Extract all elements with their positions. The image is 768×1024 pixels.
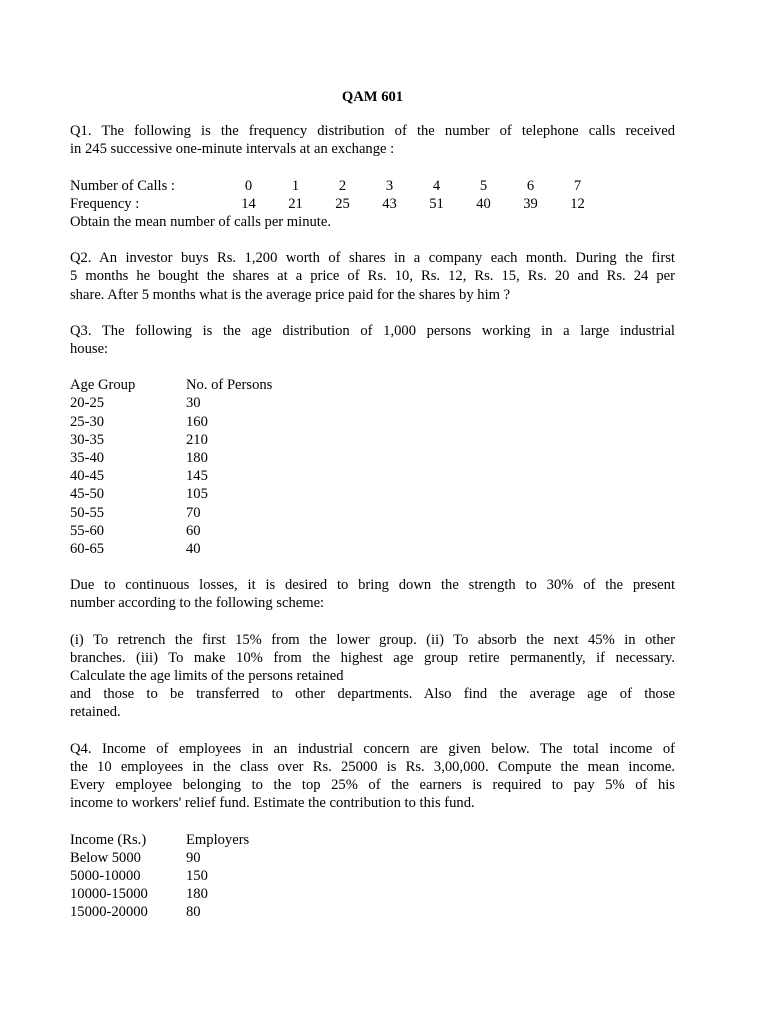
age-group-cell: 30-35 [70,431,105,448]
table-row [70,504,272,522]
frequency-value: 39 [523,195,538,212]
q1-line: in 245 successive one-minute intervals at an exchange : [70,141,395,158]
table-row [70,903,249,921]
table-header-row [70,831,249,849]
income-table [70,831,249,922]
calls-value: 7 [573,177,582,194]
q3-steps-line: (i) To retrench the first 15% from the lower group. (ii) To absorb the next 45% in other [70,631,675,648]
frequency-value: 14 [241,195,256,212]
persons-cell: 105 [186,486,208,503]
column-header: Age Group [70,377,136,394]
persons-cell: 30 [186,395,201,412]
table-row [70,467,272,485]
q4-line: income to workers' relief fund. Estimate the contribution to this fund. [70,795,475,812]
income-cell: 10000-15000 [70,886,148,903]
employers-cell: 150 [186,867,208,884]
q4-line: Every employee belonging to the top 25% of the earners is required to pay 5% of his [70,777,675,794]
table-row [70,413,272,431]
income-cell: 15000-20000 [70,904,148,921]
persons-cell: 160 [186,413,208,430]
persons-cell: 180 [186,450,208,467]
document-page [70,88,675,922]
employers-cell: 80 [186,904,201,921]
calls-row [70,177,601,195]
column-header: Employers [186,831,250,848]
table-row [70,394,272,412]
q3-line: Q3. The following is the age distribution of 1,000 persons working in a large industrial [70,322,675,339]
persons-cell: 60 [186,522,201,539]
q2-paragraph [70,249,675,304]
frequency-label: Frequency : [70,195,140,212]
frequency-row [70,195,601,213]
age-group-cell: 35-40 [70,450,105,467]
table-row [70,849,249,867]
column-header: Income (Rs.) [70,831,147,848]
table-row [70,522,272,540]
page-title: QAM 601 [341,89,404,105]
q3-steps-paragraph [70,631,675,722]
employers-cell: 180 [186,886,208,903]
age-group-cell: 45-50 [70,486,105,503]
age-group-cell: 50-55 [70,504,105,521]
q3-scheme-line: Due to continuous losses, it is desired to bring down the strength to 30% of the present [70,577,675,594]
income-cell: 5000-10000 [70,867,141,884]
q3-steps-line: and those to be transferred to other departments. Also find the average age of those [70,686,675,703]
q2-line: Q2. An investor buys Rs. 1,200 worth of shares in a company each month. During the first [70,250,675,267]
column-header: No. of Persons [186,377,273,394]
age-group-cell: 25-30 [70,413,105,430]
q1-paragraph [70,122,675,158]
calls-value: 4 [432,177,441,194]
q4-line: Q4. Income of employees in an industrial concern are given below. The total income of [70,740,675,757]
q3-steps-line: Calculate the age limits of the persons retained [70,668,344,685]
q3-line: house: [70,341,109,358]
calls-value: 6 [526,177,535,194]
calls-value: 0 [244,177,253,194]
persons-cell: 70 [186,504,201,521]
calls-value: 1 [291,177,300,194]
income-cell: Below 5000 [70,849,141,866]
calls-value: 3 [385,177,394,194]
frequency-value: 12 [570,195,585,212]
calls-value: 5 [479,177,488,194]
persons-cell: 210 [186,431,208,448]
persons-cell: 40 [186,541,201,558]
table-row [70,867,249,885]
table-row [70,485,272,503]
employers-cell: 90 [186,849,201,866]
age-group-cell: 20-25 [70,395,105,412]
q2-line: share. After 5 months what is the average price paid for the shares by him ? [70,286,511,303]
q1-question: Obtain the mean number of calls per minute. [70,214,331,231]
table-row [70,431,272,449]
table-row [70,885,249,903]
q4-line: the 10 employees in the class over Rs. 25000 is Rs. 3,00,000. Compute the mean income. [70,758,675,775]
frequency-value: 51 [429,195,444,212]
calls-label: Number of Calls : [70,177,175,194]
frequency-value: 25 [335,195,350,212]
q3-scheme-paragraph [70,576,675,612]
age-distribution-table [70,376,272,558]
frequency-value: 43 [382,195,397,212]
q4-paragraph [70,740,675,813]
age-group-cell: 55-60 [70,522,105,539]
calls-value: 2 [338,177,347,194]
table-row [70,449,272,467]
q3-steps-line: branches. (iii) To make 10% from the highest age group retire permanently, if necessary. [70,649,675,666]
persons-cell: 145 [186,468,208,485]
table-row [70,540,272,558]
q3-scheme-line: number according to the following scheme: [70,595,325,612]
q1-line: Q1. The following is the frequency distribution of the number of telephone calls received [70,123,675,140]
age-group-cell: 60-65 [70,541,105,558]
q3-steps-line: retained. [70,704,121,721]
q1-frequency-table [70,177,601,213]
age-group-cell: 40-45 [70,468,105,485]
frequency-value: 40 [476,195,491,212]
q3-paragraph [70,322,675,358]
frequency-value: 21 [288,195,303,212]
q2-line: 5 months he bought the shares at a price of Rs. 10, Rs. 12, Rs. 15, Rs. 20 and Rs. 24 per [70,268,675,285]
table-header-row [70,376,272,394]
